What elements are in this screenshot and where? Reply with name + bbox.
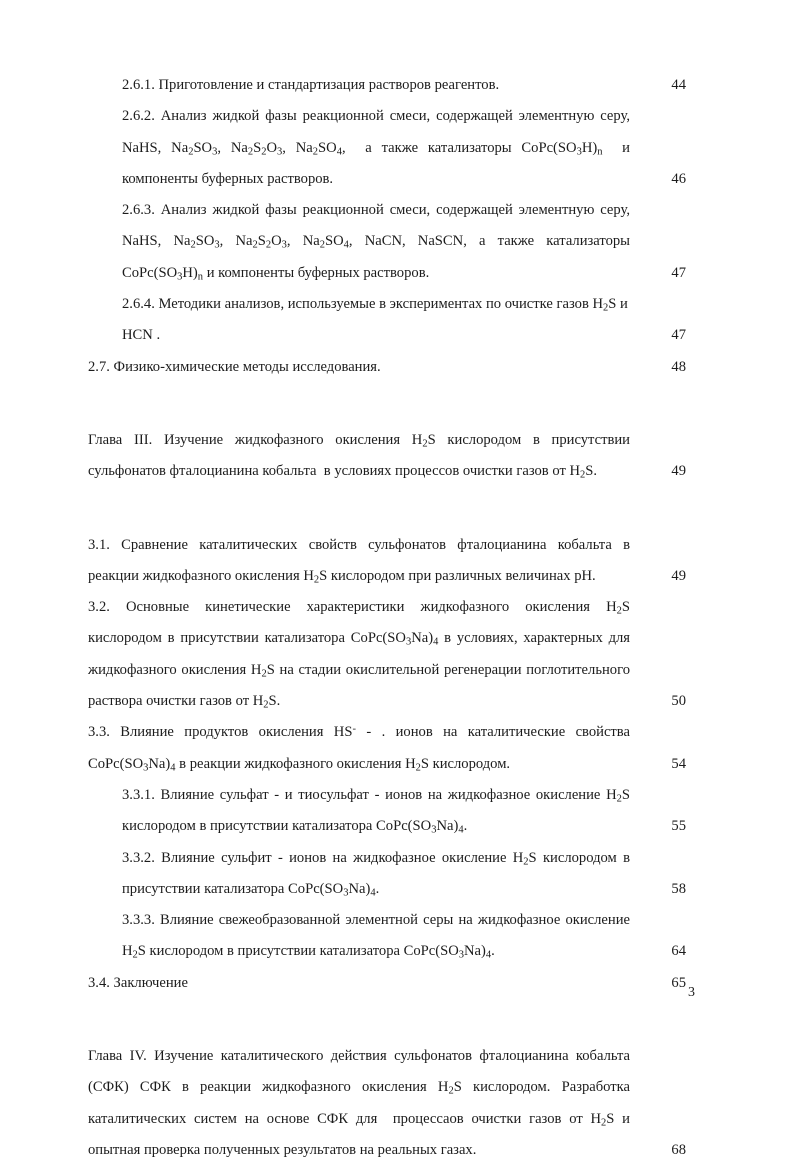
toc-entry-3-3-1[interactable]	[88, 780, 686, 843]
toc-page-number: 64	[671, 943, 686, 960]
toc-entry-chapter-4[interactable]	[88, 1041, 686, 1166]
toc-entry-text: 3.3.2. Влияние сульфит - ионов на жидкофазное окисление $H_2S$ кислородом в присутствии катализатора $CoPc(SO_3Na)_4$.	[122, 849, 634, 899]
toc-entry-text: Глава III. Изучение жидкофазного окисления $H_2S$ кислородом в присутствии сульфонатов фталоцианина кобальта в условиях процессов очистки газов от $H_2S$.	[88, 431, 634, 481]
toc-entry-3-2[interactable]	[88, 592, 686, 717]
toc-page-number: 65	[671, 974, 686, 991]
toc-page-number: 49	[671, 463, 686, 480]
section-gap	[88, 383, 686, 425]
toc-entry-text: 2.6.4. Методики анализов, используемые в экспериментах по очистке газов $H_2S$ и HCN .	[122, 296, 632, 344]
toc-entry-text: 3.4. Заключение	[88, 974, 188, 991]
toc-entry-2-6-2[interactable]	[88, 101, 686, 195]
toc-entry-chapter-3[interactable]	[88, 425, 686, 488]
toc-page-number: 44	[671, 77, 686, 93]
toc-entry-text: 2.6.1. Приготовление и стандартизация растворов реагентов.	[122, 77, 500, 93]
toc-entry-2-7[interactable]	[88, 352, 686, 383]
toc-page-number: 47	[671, 264, 686, 281]
toc-entry-2-6-4[interactable]	[88, 289, 686, 352]
toc-entry-text: 2.6.2. Анализ жидкой фазы реакционной смеси, содержащей элементную серу, NaHS, $Na_2SO_3$, $Na_2S_2O_3$, $Na_2SO_4$, а также катализаторы $CoPc(SO_3H)_n$ и компоненты буферных растворов.	[122, 108, 634, 187]
section-gap	[88, 488, 686, 530]
toc-page-number: 47	[671, 327, 686, 344]
toc-entry-2-6-1[interactable]	[88, 70, 686, 101]
toc-entry-text: 2.6.3. Анализ жидкой фазы реакционной смеси, содержащей элементную серу, NaHS, $Na_2SO_3$, $Na_2S_2O_3$, $Na_2SO_4$, NaCN, NaSCN, а также катализаторы $CoPc(SO_3H)_n$ и компоненты буферных растворов.	[122, 202, 634, 283]
toc-entry-3-3[interactable]	[88, 717, 686, 780]
section-gap	[88, 999, 686, 1041]
toc-page-number: 54	[671, 755, 686, 772]
toc-entry-3-3-3[interactable]	[88, 905, 686, 968]
table-of-contents	[88, 70, 686, 1166]
toc-page-number: 49	[671, 567, 686, 584]
toc-page-number: 55	[671, 818, 686, 835]
toc-page-number: 48	[671, 358, 686, 375]
page-folio: 3	[688, 985, 695, 1000]
toc-entry-2-6-3[interactable]	[88, 195, 686, 289]
toc-entry-text: 3.1. Сравнение каталитических свойств сульфонатов фталоцианина кобальта в реакции жидкофазного окисления $H_2S$ кислородом при различных величинах pH.	[88, 536, 634, 586]
toc-entry-3-3-2[interactable]	[88, 843, 686, 906]
toc-entry-text: 3.3. Влияние продуктов окисления HS- - . ионов на каталитические свойства $CoPc(SO_3Na)_4$ в реакции жидкофазного окисления $H_2S$ кислородом.	[88, 723, 634, 773]
toc-entry-text: Глава IV. Изучение каталитического действия сульфонатов фталоцианина кобальта (СФК) СФК в реакции жидкофазного окисления $H_2S$ кислородом. Разработка каталитических систем на основе СФК для процессаов очистки газов от $H_2S$ и опытная проверка полученных результатов на реальных газах.	[88, 1048, 634, 1158]
toc-page-number: 50	[671, 693, 686, 710]
toc-page-number: 68	[671, 1141, 686, 1158]
toc-entry-text: 3.3.3. Влияние свежеобразованной элементной серы на жидкофазное окисление $H_2S$ кислородом в присутствии катализатора $CoPc(SO_3Na)_4$.	[122, 912, 634, 961]
toc-page-number: 58	[671, 880, 686, 897]
toc-entry-text: 3.2. Основные кинетические характеристики жидкофазного окисления $H_2S$ кислородом в присутствии катализатора $CoPc(SO_3Na)_4$ в условиях, характерных для жидкофазного окисления $H_2S$ на стадии окислительной регенерации поглотительного раствора очистки газов от $H_2S$.	[88, 599, 634, 711]
toc-entry-3-1[interactable]	[88, 530, 686, 593]
toc-entry-text: 3.3.1. Влияние сульфат - и тиосульфат - ионов на жидкофазное окисление $H_2S$ кислородом в присутствии катализатора $CoPc(SO_3Na)_4$.	[122, 786, 634, 836]
toc-entry-text: 2.7. Физико-химические методы исследования.	[88, 358, 381, 375]
toc-page-number: 46	[671, 170, 686, 187]
